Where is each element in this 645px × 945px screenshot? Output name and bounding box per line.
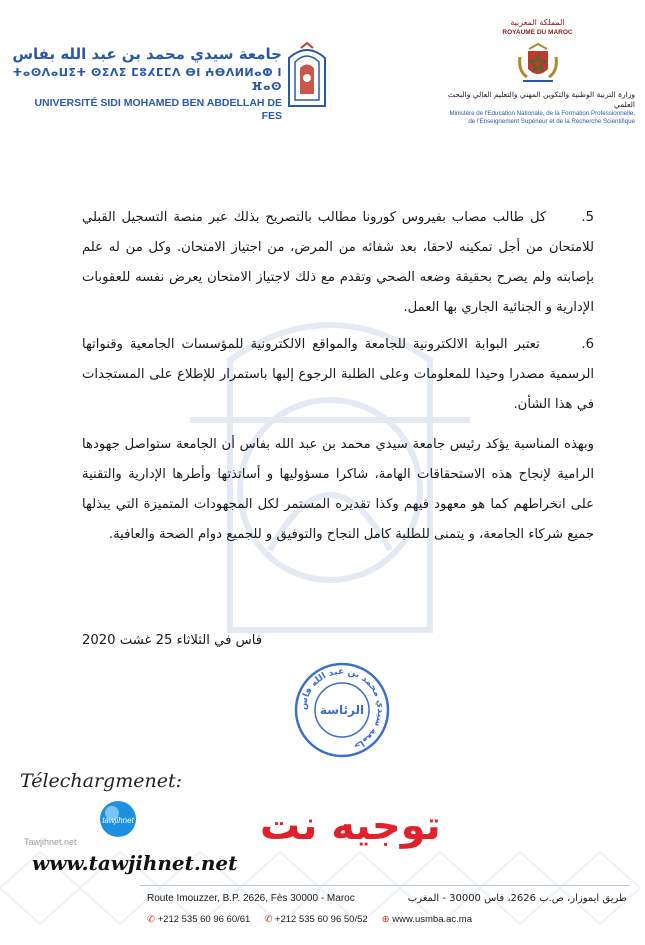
brand-arabic-text: توجيه نت	[260, 803, 441, 849]
paragraph-5-text: كل طالب مصاب بفيروس كورونا مطالب بالتصريح بذلك عبر منصة التسجيل القبلي للامتحان من أجل تمكينه لاحقا، بعد شفائه من المرض، من اجتياز الامتحان. وكل من له علم بإصابته ولم يصرح بحقيقة وضعه الصحي وتقدم مع ذلك لاجتياز الامتحان يعرض نفسه للعقوبات الإدارية و الجنائية الجاري بها العمل.	[82, 210, 594, 315]
ministry-name-french-line1: Ministère de l'Education Nationale, de la Formation Professionnelle,	[449, 110, 635, 117]
phone-icon: ✆	[147, 914, 155, 925]
paragraph-6-number: 6.	[581, 337, 594, 352]
university-logo-icon	[283, 40, 331, 110]
brand-small-text: tawjihnet	[102, 816, 134, 825]
globe-icon: ⊕	[381, 914, 390, 925]
download-label: Télechargmenet:	[20, 770, 182, 792]
document-date: فاس في الثلاثاء 25 غشت 2020	[82, 633, 263, 648]
ministry-name-french-line2: de l'Enseignement Supérieur et de la Recherche Scientifique	[468, 118, 635, 125]
moroccan-coat-of-arms-icon	[515, 41, 561, 87]
ministry-block	[440, 18, 635, 126]
footer-contact-row	[147, 914, 627, 925]
presidency-stamp	[292, 660, 392, 760]
paragraph-5	[82, 203, 594, 323]
paragraph-6	[82, 330, 594, 420]
tawjihnet-url-link[interactable]: www.tawjihnet.net	[32, 851, 238, 875]
paragraph-6-text: تعتبر البوابة الالكترونية للجامعة والمواقع الالكترونية للمؤسسات الجامعية وقنواتها الرسمية مصدرا وحيدا للمعلومات وعلى الطلبة الرجوع إليها باستمرار للإطلاع على المستجدات في هذا الشأن.	[82, 337, 594, 412]
address-arabic: طريق ايموزار، ص.ب 2626، فاس 30000 - المغرب	[407, 893, 627, 904]
ministry-name-arabic: وزارة التربية الوطنية والتكوين المهني والتعليم العالي والبحث العلمي	[447, 90, 635, 109]
university-name-arabic: جامعة سيدي محمد بن عبد الله بفاس	[12, 45, 282, 63]
website-link[interactable]: www.usmba.ac.ma	[392, 914, 472, 925]
university-name-french: UNIVERSITÉ SIDI MOHAMED BEN ABDELLAH DE FES	[34, 97, 282, 122]
phone-number-2: +212 535 60 96 50/52	[274, 914, 368, 925]
fax-icon: ✆	[264, 914, 273, 925]
footer-divider	[140, 885, 630, 886]
closing-paragraph: وبهذه المناسبة يؤكد رئيس جامعة سيدي محمد بن عبد الله بفاس أن الجامعة ستواصل جهودها الرامية لإنجاح هذه الاستحقاقات الهامة، شاكرا مسؤوليها و أساتذتها وأطرها الإدارية والتقنية على انخراطهم كما هو معهود فيهم وكذا تقديره المستمر لكل المجهودات المتميزة التي يبذلها جميع شركاء الجامعة، و يتمنى للطلبة كامل النجاح والتوفيق و للجميع دوام الصحة والعافية.	[82, 437, 594, 542]
stamp-center-text: الرئاسة	[319, 703, 365, 717]
kingdom-name-french: ROYAUME DU MAROC	[502, 29, 573, 36]
brand-watermark: Tawjihnet.net	[24, 837, 77, 847]
stamp-outer-text: جامعة سيدي محمد بن عبد الله فاس	[298, 666, 386, 751]
kingdom-name-arabic: المملكة المغربية	[510, 18, 565, 27]
paragraph-5-number: 5.	[581, 210, 595, 225]
university-name-block	[12, 45, 282, 123]
phone-contact-1	[147, 914, 250, 925]
phone-contact-2	[264, 914, 367, 925]
university-name-tifinagh: ⵜⴰⵙⴷⴰⵡⵉⵜ ⵙⵉⴷⵉ ⵎⵓⵃⵎⵎⴷ ⴱⵏ ⵄⴱⴷⵍⵍⴰⵀ ⵏ ⴼⴰⵙ	[12, 66, 282, 93]
website-contact	[382, 914, 472, 925]
address-french: Route Imouzzer, B.P. 2626, Fès 30000 - Maroc	[147, 893, 355, 904]
footer-address	[147, 893, 627, 907]
phone-number-1: +212 535 60 96 60/61	[157, 914, 251, 925]
letterhead	[0, 0, 645, 130]
